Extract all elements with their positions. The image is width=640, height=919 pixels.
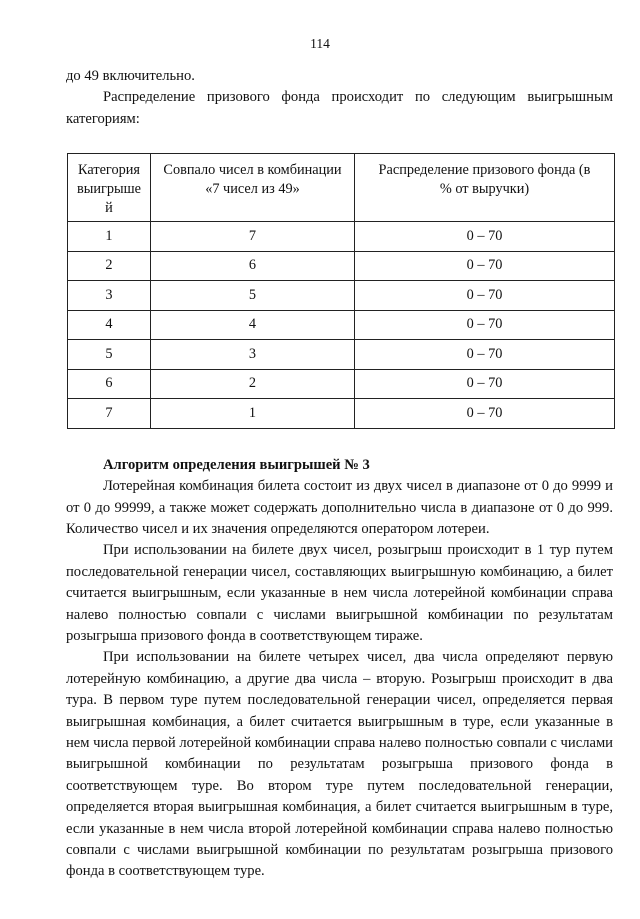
cell-share: 0 – 70 xyxy=(355,281,615,311)
table-row xyxy=(68,369,615,399)
cell-matched: 3 xyxy=(151,340,355,370)
cell-category: 5 xyxy=(68,340,151,370)
body-paragraph: При использовании на билете четырех чисел, два числа определяют первую лотерейную комбинацию, а другие два числа – вторую. Розыгрыш происходит в два тура. В первом туре путем последовательной генерации чисел, определяется первая выигрышная комбинация, а билет считается выигрышным в туре, если указанные в нем числа первой лотерейной комбинации справа налево полностью совпали с числами выигрышной комбинации по результатам розыгрыша призового фонда в соответствующем туре. Во втором туре путем последовательной генерации, определяется вторая выигрышная комбинация, а билет считается выигрышным в туре, если указанные в нем числа второй лотерейной комбинации справа налево полностью совпали с числами выигрышной комбинации по результатам розыгрыша призового фонда в соответствующем туре. xyxy=(66,649,613,880)
cell-category: 7 xyxy=(68,399,151,429)
body-paragraph: При использовании на билете двух чисел, розыгрыш происходит в 1 тур путем последовательной генерации чисел, составляющих выигрышную комбинацию, а билет считается выигрышным, если указанные в нем числа лотерейной комбинации справа налево полностью совпали с числами выигрышной комбинации по результатам розыгрыша призового фонда в соответствующем тираже. xyxy=(66,542,613,644)
table-row xyxy=(68,310,615,340)
page-number: 114 xyxy=(310,36,330,51)
cell-share: 0 – 70 xyxy=(355,310,615,340)
cell-category: 6 xyxy=(68,369,151,399)
cell-share: 0 – 70 xyxy=(355,251,615,281)
section-heading: Алгоритм определения выигрышей № 3 xyxy=(103,456,370,473)
cell-matched: 4 xyxy=(151,310,355,340)
cell-matched: 5 xyxy=(151,281,355,311)
body-paragraph: Лотерейная комбинация билета состоит из двух чисел в диапазоне от 0 до 9999 и от 0 до 99999, а также может содержать дополнительно числа в диапазоне от 0 до 999. Количество чисел и их значения определяются оператором лотереи. xyxy=(66,478,613,537)
cell-share: 0 – 70 xyxy=(355,340,615,370)
table-row xyxy=(68,340,615,370)
table-row xyxy=(68,251,615,281)
cell-matched: 6 xyxy=(151,251,355,281)
table-header-row xyxy=(68,154,615,222)
cell-category: 1 xyxy=(68,222,151,252)
table-row xyxy=(68,281,615,311)
table-body xyxy=(68,222,615,429)
cell-category: 2 xyxy=(68,251,151,281)
cell-share: 0 – 70 xyxy=(355,222,615,252)
header-matched-numbers: Совпало чисел в комбинации «7 чисел из 49» xyxy=(151,154,355,222)
cell-category: 3 xyxy=(68,281,151,311)
prize-distribution-table xyxy=(67,153,615,429)
table-row xyxy=(68,399,615,429)
cell-matched: 2 xyxy=(151,369,355,399)
cell-category: 4 xyxy=(68,310,151,340)
cell-share: 0 – 70 xyxy=(355,369,615,399)
header-prize-share: Распределение призового фонда (в % от выручки) xyxy=(355,154,615,222)
cell-matched: 1 xyxy=(151,399,355,429)
table-row xyxy=(68,222,615,252)
intro-paragraph: Распределение призового фонда происходит по следующим выигрышным категориям: xyxy=(66,89,613,127)
header-category: Категория выигрыше й xyxy=(68,154,151,222)
cell-share: 0 – 70 xyxy=(355,399,615,429)
page-content xyxy=(66,66,613,883)
intro-line: до 49 включительно. xyxy=(66,68,195,84)
cell-matched: 7 xyxy=(151,222,355,252)
